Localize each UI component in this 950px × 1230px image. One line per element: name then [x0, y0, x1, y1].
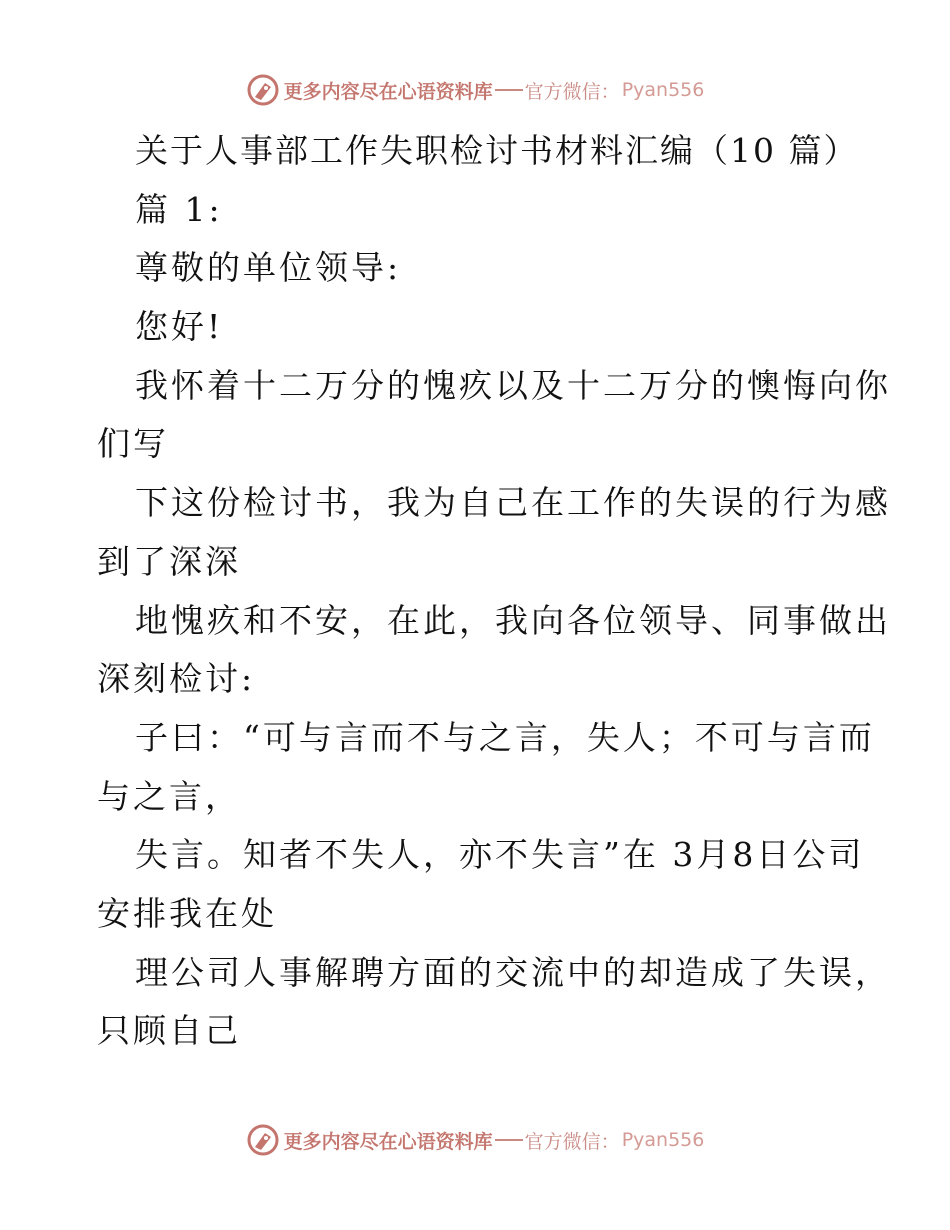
watermark-site-text: 更多内容尽在心语资料库 — [283, 1130, 493, 1153]
pen-nib-logo-icon — [246, 73, 280, 107]
text-line: 尊敬的单位领导: — [135, 248, 402, 288]
document-title: 关于人事部工作失职检讨书材料汇编（10 篇） — [135, 131, 859, 170]
header-watermark — [0, 70, 950, 110]
text-line: 您好! — [135, 307, 224, 347]
footer-watermark — [0, 1120, 950, 1160]
watermark-wechat-label: 官方微信： — [524, 1130, 620, 1153]
text-line: 与之言， — [97, 776, 241, 816]
text-line: 我怀着十二万分的愧疚以及十二万分的懊悔向你 — [135, 365, 891, 405]
text-line: 们写 — [97, 424, 169, 464]
text-line: 到了深深 — [97, 541, 241, 581]
watermark-account: Pyan556 — [621, 1129, 705, 1151]
watermark-wechat-label: 官方微信： — [524, 80, 620, 103]
watermark-dash — [495, 1139, 523, 1141]
document-body — [97, 122, 891, 1061]
watermark-site-text: 更多内容尽在心语资料库 — [283, 80, 493, 103]
text-line: 地愧疚和不安，在此，我向各位领导、同事做出 — [135, 600, 891, 640]
text-line: 失言。知者不失人，亦不失言”在 3月8日公司 — [135, 835, 865, 875]
text-line: 篇 1: — [135, 189, 223, 229]
watermark-dash — [495, 89, 523, 91]
watermark-account: Pyan556 — [621, 79, 705, 101]
text-line: 只顾自己 — [97, 1011, 241, 1051]
text-line: 下这份检讨书，我为自己在工作的失误的行为感 — [135, 483, 891, 523]
text-line: 安排我在处 — [97, 893, 277, 933]
text-line: 理公司人事解聘方面的交流中的却造成了失误， — [135, 952, 891, 992]
text-line: 深刻检讨: — [97, 659, 256, 699]
pen-nib-logo-icon — [246, 1123, 280, 1157]
text-line: 子曰：“可与言而不与之言，失人；不可与言而 — [135, 717, 875, 757]
